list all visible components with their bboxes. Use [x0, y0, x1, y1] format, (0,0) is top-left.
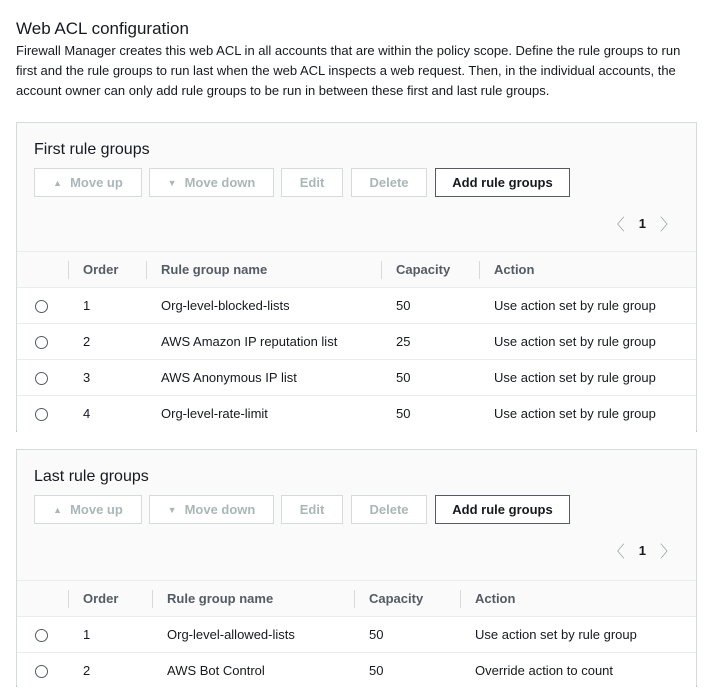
caret-down-icon: ▼ [167, 504, 177, 515]
row-radio[interactable] [35, 336, 48, 349]
action-column-header[interactable]: Action [479, 252, 696, 288]
first-move-up-label: Move up [70, 175, 123, 190]
row-order: 2 [83, 663, 91, 679]
last-move-up-label: Move up [70, 502, 123, 517]
chevron-right-icon[interactable]: 〉 [659, 544, 676, 561]
row-name: Org-level-allowed-lists [152, 617, 354, 653]
first-rule-groups-title: First rule groups [34, 141, 150, 158]
capacity-column-header[interactable]: Capacity [354, 581, 460, 617]
last-page-number[interactable]: 1 [638, 543, 646, 558]
row-capacity: 50 [381, 360, 479, 396]
last-pagination [609, 539, 676, 562]
row-order: 1 [68, 288, 146, 324]
first-move-down-button[interactable] [149, 168, 274, 197]
caret-up-icon: ▲ [53, 177, 63, 188]
row-radio[interactable] [35, 665, 48, 678]
chevron-right-icon[interactable]: 〉 [659, 217, 676, 234]
row-radio[interactable] [35, 408, 48, 421]
table-row[interactable] [17, 396, 696, 432]
select-column-header [17, 581, 68, 617]
table-header-row [17, 252, 696, 288]
row-order: 3 [68, 360, 146, 396]
last-move-up-button[interactable] [34, 495, 142, 524]
row-order: 1 [68, 617, 152, 653]
row-capacity: 50 [369, 663, 384, 679]
name-column-header[interactable]: Rule group name [152, 581, 354, 617]
table-row[interactable] [17, 324, 696, 360]
first-pagination [609, 212, 676, 235]
last-rule-groups-title: Last rule groups [34, 468, 149, 485]
page-title: Web ACL configuration [16, 19, 189, 38]
row-name: AWS Bot Control [167, 663, 265, 679]
row-name: AWS Amazon IP reputation list [146, 324, 381, 360]
first-page-number[interactable]: 1 [638, 216, 646, 231]
table-row[interactable] [17, 288, 696, 324]
last-rule-groups-panel [16, 449, 697, 687]
row-order: 2 [68, 324, 146, 360]
order-column-header[interactable]: Order [68, 581, 152, 617]
row-capacity: 50 [381, 288, 479, 324]
row-action: Use action set by rule group [460, 617, 696, 653]
row-radio[interactable] [35, 300, 48, 313]
chevron-left-icon[interactable]: 〈 [608, 217, 625, 234]
select-column-header [17, 252, 68, 288]
table-row[interactable] [17, 653, 696, 689]
action-column-header[interactable]: Action [460, 581, 696, 617]
row-capacity: 50 [354, 617, 460, 653]
capacity-column-header[interactable]: Capacity [381, 252, 479, 288]
table-header-row [17, 581, 696, 617]
first-delete-button[interactable]: Delete [351, 168, 427, 197]
last-add-rule-groups-button[interactable]: Add rule groups [435, 495, 570, 524]
last-move-down-button[interactable] [149, 495, 274, 524]
caret-down-icon: ▼ [167, 177, 177, 188]
row-action: Override action to count [475, 663, 614, 679]
first-move-up-button[interactable] [34, 168, 142, 197]
last-rule-groups-table [17, 580, 696, 689]
row-name: Org-level-rate-limit [161, 406, 268, 422]
caret-up-icon: ▲ [53, 504, 63, 515]
row-capacity: 50 [396, 406, 411, 422]
last-edit-button[interactable]: Edit [281, 495, 343, 524]
first-edit-button[interactable]: Edit [281, 168, 343, 197]
row-order: 4 [83, 406, 91, 422]
row-action: Use action set by rule group [494, 406, 656, 422]
name-column-header[interactable]: Rule group name [146, 252, 381, 288]
row-radio[interactable] [35, 629, 48, 642]
order-column-header[interactable]: Order [68, 252, 146, 288]
first-move-down-label: Move down [184, 175, 256, 190]
table-row[interactable] [17, 617, 696, 653]
first-rule-groups-panel [16, 122, 697, 432]
first-add-rule-groups-button[interactable]: Add rule groups [435, 168, 570, 197]
row-action: Use action set by rule group [479, 324, 696, 360]
table-row[interactable] [17, 360, 696, 396]
row-action: Use action set by rule group [479, 360, 696, 396]
row-capacity: 25 [381, 324, 479, 360]
first-rule-groups-table [17, 251, 696, 432]
last-move-down-label: Move down [184, 502, 256, 517]
row-name: AWS Anonymous IP list [146, 360, 381, 396]
row-action: Use action set by rule group [479, 288, 696, 324]
last-delete-button[interactable]: Delete [351, 495, 427, 524]
chevron-left-icon[interactable]: 〈 [608, 544, 625, 561]
row-radio[interactable] [35, 372, 48, 385]
page-description: Firewall Manager creates this web ACL in all accounts that are within the policy scope. Define the rule groups to run first and the rule groups to run last when the web ACL inspects a web request. Then, in the individual accounts, the account owner can only add rule groups to be run in between these first and last rule groups. [16, 43, 681, 98]
row-name: Org-level-blocked-lists [146, 288, 381, 324]
